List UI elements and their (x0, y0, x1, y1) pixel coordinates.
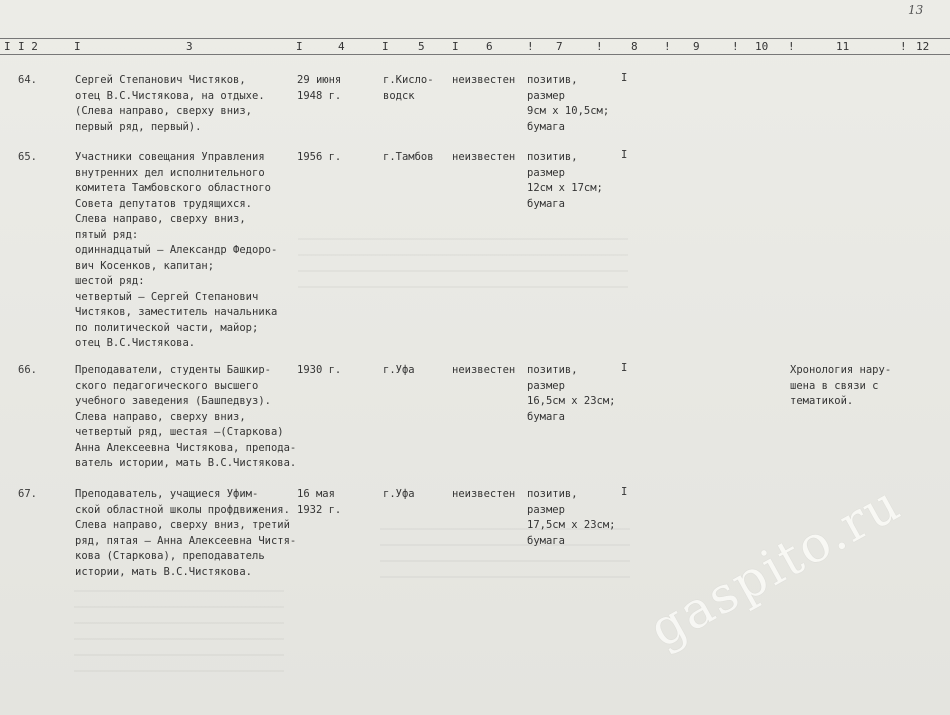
header-top-rule (0, 38, 950, 39)
row-description: Сергей Степанович Чистяков, отец В.С.Чистякова, на отдыхе. (Слева направо, сверху вниз, первый ряд, первый). (75, 74, 265, 133)
header-col4-label: 4 (338, 40, 345, 53)
row-place: г.Кисло- водск (383, 74, 434, 102)
row-description: Участники совещания Управления внутренних дел исполнительного комитета Тамбовского областного Совета депутатов трудящихся. Слева направо, сверху вниз, пятый ряд: одиннадцатый – Александр Федоро- вич Косенков, капитан; шестой ряд: четвертый – Сергей Степанович Чистяков, заместитель начальника по политической части, майор; отец В.С.Чистякова. (75, 151, 278, 349)
header-col9-marker: ! (664, 40, 671, 53)
header-col8-marker: ! (596, 40, 603, 53)
row-date: 16 мая 1932 г. (297, 488, 342, 516)
row-place: г.Уфа (383, 488, 415, 500)
row-author: неизвестен (452, 74, 516, 86)
bleed-through-texture (298, 238, 628, 298)
row-count: I (621, 149, 628, 161)
row-author: неизвестен (452, 364, 516, 376)
header-col4-marker: I (296, 40, 303, 53)
row-author: неизвестен (452, 151, 516, 163)
row-count: I (621, 362, 628, 374)
header-col12-label: 12 (916, 40, 930, 53)
header-col11-label: 11 (836, 40, 850, 53)
bleed-through-texture (74, 590, 284, 680)
row-count: I (621, 72, 628, 84)
row-date: 1930 г. (297, 364, 342, 376)
header-col10-label: 10 (755, 40, 769, 53)
row-author: неизвестен (452, 488, 516, 500)
header-col2-label: I 2 (18, 40, 38, 53)
row-kind: позитив, размер 16,5см х 23см; бумага (527, 364, 616, 423)
row-description: Преподаватель, учащиеся Уфим- ской областной школы профдвижения. Слева направо, сверху вниз, третий ряд, пятая – Анна Алексеевна Чистя- кова (Старкова), преподаватель истории, мать В.С.Чистякова. (75, 488, 297, 578)
header-col6-label: 6 (486, 40, 493, 53)
row-place: г.Уфа (383, 364, 415, 376)
page-number: 13 (908, 3, 924, 17)
header-col5-label: 5 (418, 40, 425, 53)
watermark: gaspito.ru (640, 473, 911, 659)
header-col11-marker: ! (788, 40, 795, 53)
row-kind: позитив, размер 12см х 17см; бумага (527, 151, 603, 210)
row-number: 64. (18, 74, 37, 86)
row-date: 1956 г. (297, 151, 342, 163)
row-number: 67. (18, 488, 37, 500)
header-col7-label: 7 (556, 40, 563, 53)
row-number: 65. (18, 151, 37, 163)
row-kind: позитив, размер 17,5см х 23см; бумага (527, 488, 616, 547)
row-kind: позитив, размер 9см х 10,5см; бумага (527, 74, 610, 133)
row-date: 29 июня 1948 г. (297, 74, 342, 102)
header-col3-marker: I (74, 40, 81, 53)
header-bottom-rule (0, 54, 950, 55)
header-col9-label: 9 (693, 40, 700, 53)
row-count: I (621, 486, 628, 498)
header-col12-marker: ! (900, 40, 907, 53)
header-col10-marker: ! (732, 40, 739, 53)
row-note: Хронология нару- шена в связи с тематикой. (790, 364, 892, 407)
header-col6-marker: I (452, 40, 459, 53)
header-col1-marker: I (4, 40, 11, 53)
header-col8-label: 8 (631, 40, 638, 53)
header-col3-label: 3 (186, 40, 193, 53)
row-place: г.Тамбов (383, 151, 434, 163)
row-description: Преподаватели, студенты Башкир- ского педагогического высшего учебного заведения (Башпедвуз). Слева направо, сверху вниз, четвертый ряд, шестая –(Старкова) Анна Алексеевна Чистякова, препода- ватель истории, мать В.С.Чистякова. (75, 364, 297, 469)
row-number: 66. (18, 364, 37, 376)
header-col7-marker: ! (527, 40, 534, 53)
header-col5-marker: I (382, 40, 389, 53)
